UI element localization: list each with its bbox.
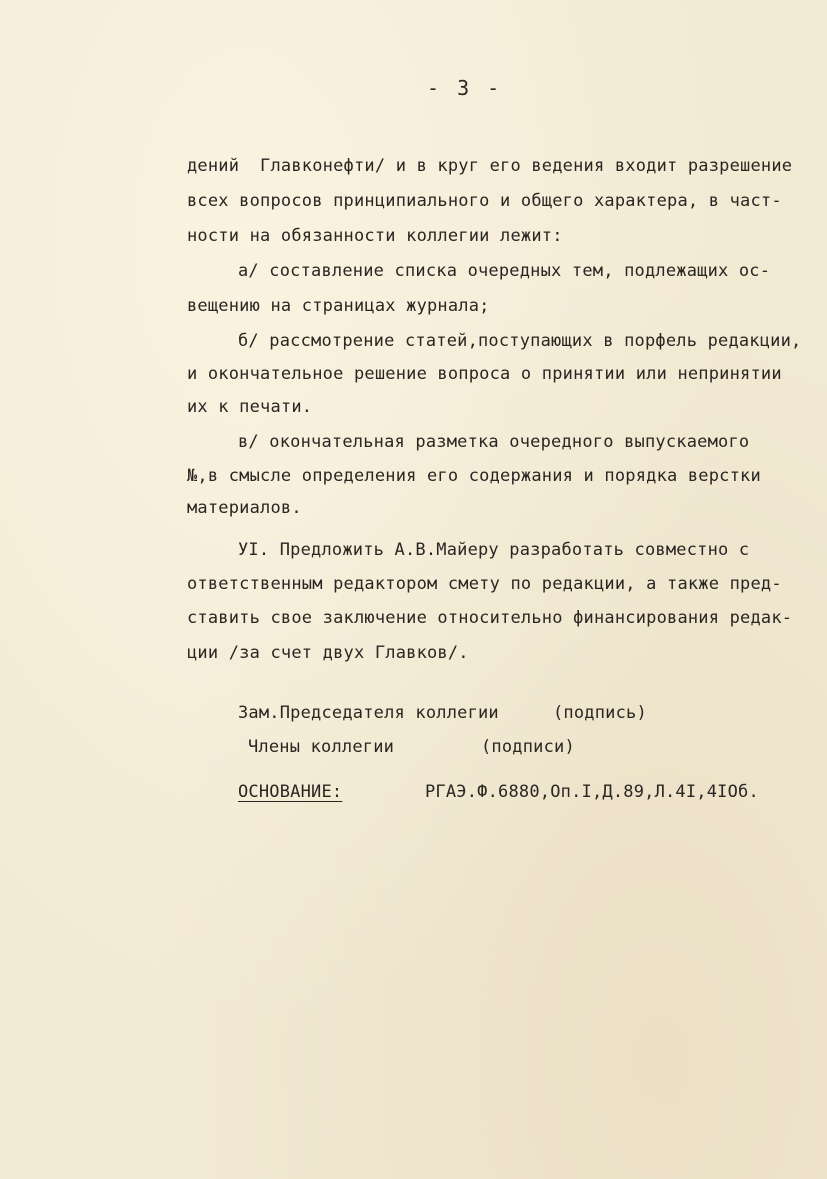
item-v-line-1: в/ окончательная разметка очередного выпускаемого [238, 432, 750, 452]
deputy-chair-signature: (подпись) [553, 703, 647, 723]
item-b-line-2: и окончательное решение вопроса о принятии или непринятии [187, 364, 782, 384]
item-v-line-2: №,в смысле определения его содержания и порядка верстки [187, 466, 761, 486]
item-vi-line-4: ции /за счет двух Главков/. [187, 643, 469, 663]
basis-label: ОСНОВАНИЕ: [238, 782, 343, 802]
item-v-line-3: материалов. [187, 498, 302, 518]
members-label: Члены коллегии [248, 737, 395, 757]
paragraph-1-line-1: дений Главконефти/ и в круг его ведения входит разрешение [187, 156, 793, 176]
members-signatures: (подписи) [481, 737, 575, 757]
item-vi-line-1: УI. Предложить А.В.Майеру разработать совместно с [238, 540, 750, 560]
item-vi-line-2: ответственным редактором смету по редакции, а также пред- [187, 574, 782, 594]
item-vi-line-3: ставить свое заключение относительно финансирования редак- [187, 608, 793, 628]
item-a-line-1: а/ составление списка очередных тем, подлежащих ос- [238, 261, 771, 281]
paragraph-1-line-2: всех вопросов принципиального и общего характера, в част- [187, 191, 782, 211]
basis-reference: РГАЭ.Ф.6880,Оп.I,Д.89,Л.4I,4IОб. [425, 782, 759, 802]
deputy-chair-label: Зам.Председателя коллегии [238, 703, 499, 723]
paragraph-1-line-3: ности на обязанности коллегии лежит: [187, 226, 563, 246]
item-b-line-3: их к печати. [187, 397, 313, 417]
page-number: - 3 - [427, 76, 503, 100]
item-a-line-2: вещению на страницах журнала; [187, 296, 490, 316]
item-b-line-1: б/ рассмотрение статей,поступающих в порфель редакции, [238, 331, 802, 351]
